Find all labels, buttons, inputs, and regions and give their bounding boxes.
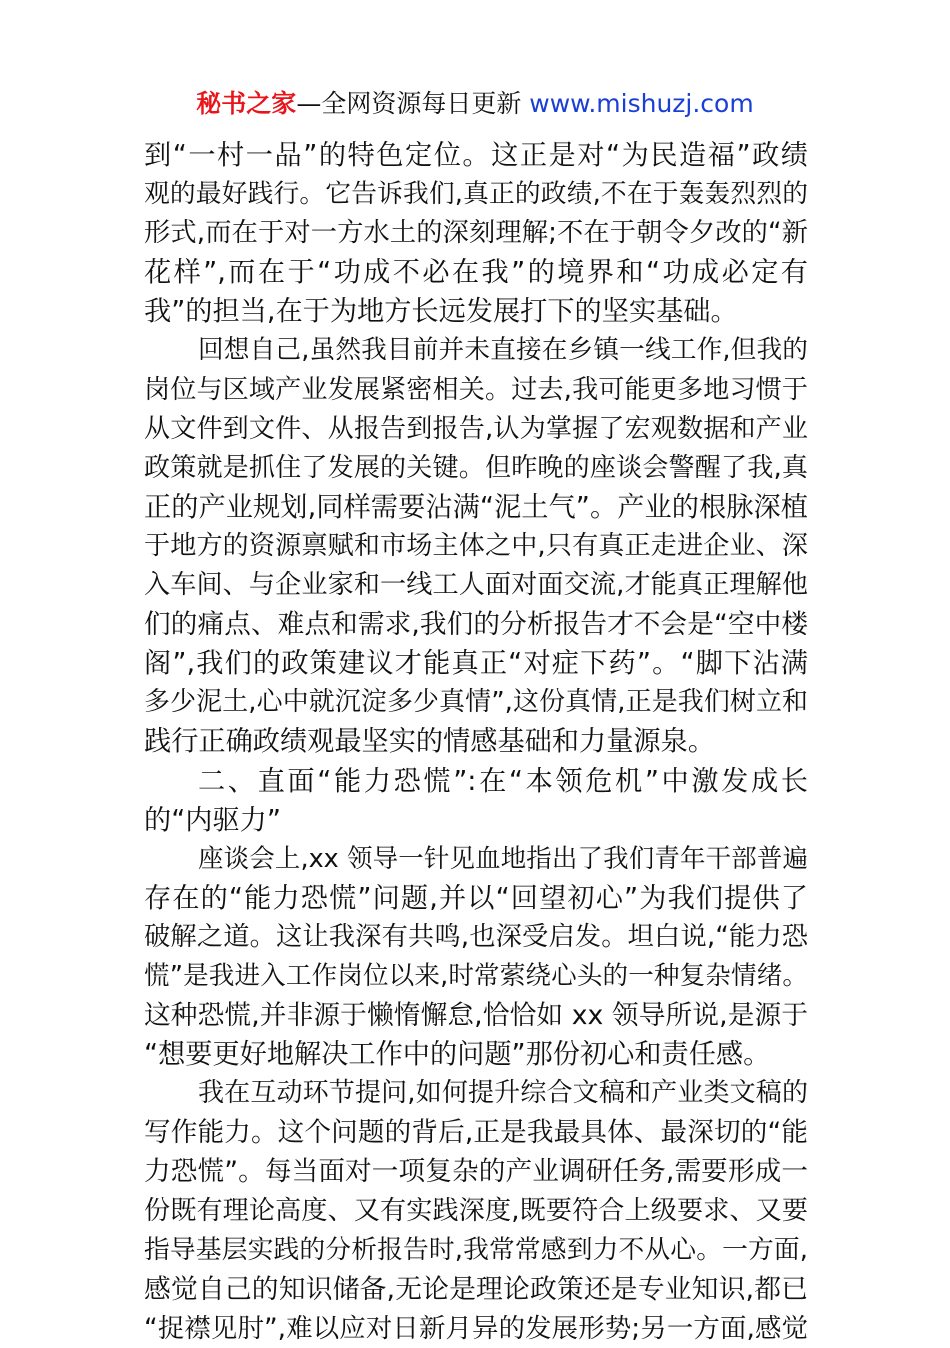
paragraph-first-line: 我在互动环节提问,如何提升综合文稿和产业类文稿的 xyxy=(198,1078,808,1109)
text-line: 慌”是我进入工作岗位以来,时常萦绕心头的一种复杂情绪。 xyxy=(144,960,808,991)
text-line: 多少泥土,心中就沉淀多少真情”,这份真情,正是我们树立和 xyxy=(144,687,808,718)
text-line: 入车间、与企业家和一线工人面对面交流,才能真正理解他 xyxy=(144,570,808,601)
text-line: 破解之道。这让我深有共鸣,也深受启发。坦白说,“能力恐 xyxy=(144,921,808,952)
text-line: 到“一村一品”的特色定位。这正是对“为民造福”政绩 xyxy=(144,140,808,171)
section-heading: 二、直面“能力恐慌”:在“本领危机”中激发成长 xyxy=(198,765,808,797)
paragraph-first-line: 座谈会上,xx 领导一针见血地指出了我们青年干部普遍 xyxy=(198,843,808,874)
site-header xyxy=(0,86,950,122)
text-line: 从文件到文件、从报告到报告,认为掌握了宏观数据和产业 xyxy=(144,413,808,444)
document-body xyxy=(144,136,808,1348)
text-line: 于地方的资源禀赋和市场主体之中,只有真正走进企业、深 xyxy=(144,530,808,561)
section-heading-continuation: 的“内驱力” xyxy=(144,804,281,836)
text-line: 形式,而在于对一方水土的深刻理解;不在于朝令夕改的“新 xyxy=(144,218,808,249)
text-line: 阁”,我们的政策建议才能真正“对症下药”。“脚下沾满 xyxy=(144,648,808,680)
text-line: 我”的担当,在于为地方长远发展打下的坚实基础。 xyxy=(144,296,738,328)
text-line: “想要更好地解决工作中的问题”那份初心和责任感。 xyxy=(144,1039,771,1071)
text-line: 存在的“能力恐慌”问题,并以“回望初心”为我们提供了 xyxy=(144,882,808,914)
paragraph-first-line: 回想自己,虽然我目前并未直接在乡镇一线工作,但我的 xyxy=(198,335,808,366)
text-line: 践行正确政绩观最坚实的情感基础和力量源泉。 xyxy=(144,726,715,758)
text-line: 正的产业规划,同样需要沾满“泥土气”。产业的根脉深植 xyxy=(144,491,808,523)
header-tagline: —全网资源每日更新 xyxy=(296,89,522,118)
text-line: 花样”,而在于“功成不必在我”的境界和“功成必定有 xyxy=(144,257,808,289)
text-line: 岗位与区域产业发展紧密相关。过去,我可能更多地习惯于 xyxy=(144,374,808,405)
brand-name: 秘书之家 xyxy=(196,89,297,118)
text-line: 观的最好践行。它告诉我们,真正的政绩,不在于轰轰烈烈的 xyxy=(144,179,808,210)
text-line: 指导基层实践的分析报告时,我常常感到力不从心。一方面, xyxy=(144,1234,808,1265)
text-line: 这种恐慌,并非源于懒惰懈怠,恰恰如 xx 领导所说,是源于 xyxy=(144,1000,808,1032)
text-line: 写作能力。这个问题的背后,正是我最具体、最深切的“能 xyxy=(144,1117,808,1149)
text-line: 政策就是抓住了发展的关键。但昨晚的座谈会警醒了我,真 xyxy=(144,452,808,483)
text-line: 力恐慌”。每当面对一项复杂的产业调研任务,需要形成一 xyxy=(144,1156,808,1188)
text-line: 感觉自己的知识储备,无论是理论政策还是专业知识,都已 xyxy=(144,1273,808,1305)
text-line: 份既有理论高度、又有实践深度,既要符合上级要求、又要 xyxy=(144,1195,808,1226)
text-line: 们的痛点、难点和需求,我们的分析报告才不会是“空中楼 xyxy=(144,609,808,641)
text-line: “捉襟见肘”,难以应对日新月异的发展形势;另一方面,感觉 xyxy=(144,1312,808,1344)
site-url-link[interactable]: www.mishuzj.com xyxy=(529,89,754,118)
